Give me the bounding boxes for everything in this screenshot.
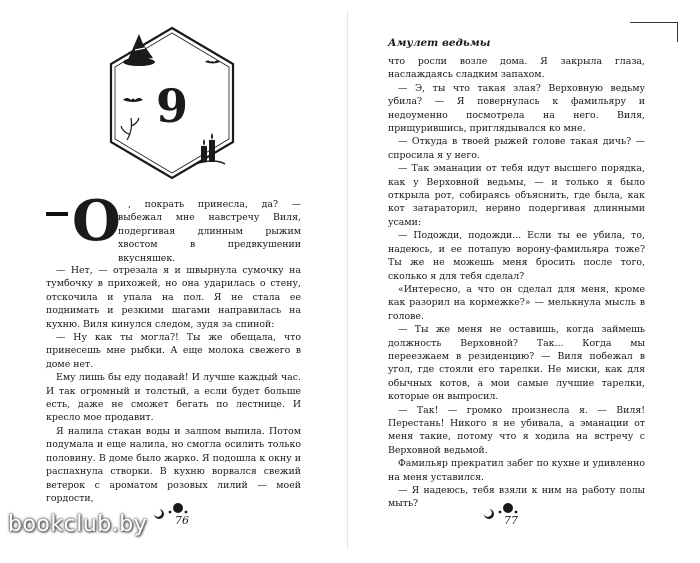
site-watermark: bookclub.by xyxy=(8,512,148,537)
crescent-moon-icon xyxy=(205,508,219,526)
paragraph: Фамильяр прекратил забег по кухне и удивленно на меня уставился. xyxy=(388,458,645,483)
paragraph: — Э, ты что такая злая? Верховную ведьму убила? — Я повернулась к фамильяру и недоуменно посмотрела на него. Виля, прищурившись, приглядывался ко мне. xyxy=(388,82,645,135)
header-rule xyxy=(630,22,678,23)
crescent-moon-icon xyxy=(484,509,494,519)
witch-hat-icon xyxy=(123,34,155,66)
paragraph: — Откуда в твоей рыжей голове такая дичь? — спросила я у него. xyxy=(388,136,645,161)
paragraph: — Нет, — отрезала я и швырнула сумочку на тумбочку в прихожей, но она ударилась о стену, отскочила и упала на пол. Я не стала ее поднимать и резкими шагами направилась на кухню. Виля кинулся следом, зудя за спиной: xyxy=(46,265,301,330)
running-title: Амулет ведьмы xyxy=(388,37,491,49)
dropcap-block xyxy=(46,188,301,264)
full-moon-icon xyxy=(173,503,183,513)
crescent-moon-icon xyxy=(154,509,164,519)
paragraph: — Так эманации от тебя идут высшего порядка, как у Верховной ведьмы, — и только я было открыла рот, собираясь объяснить, где была, как кот затараторил, нервно подергивая длинными усами: xyxy=(388,163,645,228)
paragraph: — Я надеюсь, тебя взяли к ним на работу полы мыть? xyxy=(388,485,645,510)
dropcap-letter: О xyxy=(72,188,121,254)
paragraph: Ему лишь бы еду подавай! И лучше каждый час. И так огромный и толстый, а если будет больше есть, даже не сможет бегать по лестнице. И кресло мое продавит. xyxy=(46,372,301,424)
chapter-emblem xyxy=(105,22,240,187)
header-rule-corner xyxy=(677,22,678,42)
full-moon-icon xyxy=(503,503,513,513)
page-number-right: 77 xyxy=(504,514,518,527)
branch-icon xyxy=(121,118,139,140)
paragraph: — Ты же меня не оставишь, когда займешь должность Верховной? Так... Когда мы переезжаем в резиденцию? — Виля побежал в угол, где стояли его тарелки. Не миски, как для обычных котов, а мои самые лучшие тарелки, которые он выпросил. xyxy=(388,324,645,403)
paragraph: — Подожди, подожди... Если ты ее убила, то, надеюсь, и ее потапую ворону-фамильяра тоже? Ты же не можешь меня бросить после того, сколько я для тебя сделал? xyxy=(388,230,645,282)
paragraph: — Так! — громко произнесла я. — Виля! Перестань! Никого я не убивала, а эманации от меня такие, потому что я ходила на встречу с Верховной ведьмой. xyxy=(388,404,645,456)
crescent-moon-icon xyxy=(536,508,550,526)
paragraph: что росли возле дома. Я закрыла глаза, наслаждаясь сладким запахом. xyxy=(388,56,645,81)
right-page-text xyxy=(388,55,645,511)
paragraph: Я налила стакан воды и залпом выпила. Потом подумала и еще налила, но смогла осилить только половину. В доме было жарко. Я подошла к окну и распахнула створки. В кухню ворвался свежий ветерок с ароматом розовых лилий — моей гордости, xyxy=(46,425,301,504)
opening-paragraph: , пократь принесла, да? — выбежал мне навстречу Виля, подергивая длинным рыжим хвостом в предвкушении вкусняшек. xyxy=(118,199,301,264)
page-number-left: 76 xyxy=(175,514,189,527)
left-page-text xyxy=(46,188,301,505)
page-gutter xyxy=(347,10,348,550)
paragraph: — Ну как ты могла?! Ты же обещала, что принесешь мне рыбки. А еще молока свежего в доме нет. xyxy=(46,332,301,370)
chapter-number: 9 xyxy=(155,79,189,133)
paragraph: «Интересно, а что он сделал для меня, кроме как разорил на кормежке?» — мелькнула мысль в голове. xyxy=(388,283,645,322)
dropcap-dash xyxy=(46,212,68,216)
